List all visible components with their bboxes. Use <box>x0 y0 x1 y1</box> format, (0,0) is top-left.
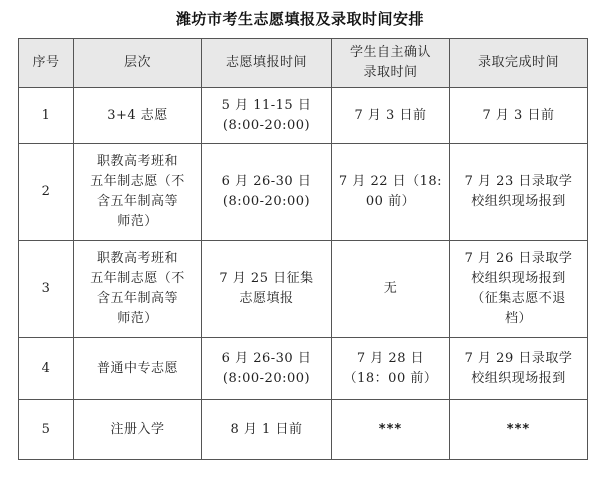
cell-complete-time <box>450 144 588 241</box>
cell-line: 7 月 22 日（18: <box>338 174 443 189</box>
cell-line: 师范） <box>117 214 158 229</box>
cell-level <box>74 338 202 400</box>
header-level: 层次 <box>74 39 202 88</box>
cell-line: 7 月 28 日 <box>356 350 425 366</box>
cell-line: 校组织现场报到 <box>471 370 566 386</box>
cell-fill-time <box>202 88 332 144</box>
cell-line: 7 月 3 日前 <box>354 107 427 123</box>
cell-complete-time <box>450 338 588 400</box>
cell-level <box>74 144 202 241</box>
cell-line: 6 月 26-30 日 <box>221 350 312 366</box>
cell-line: 校组织现场报到 <box>471 194 566 209</box>
cell-complete-time <box>450 400 588 460</box>
cell-line: 8 月 1 日前 <box>230 421 303 437</box>
cell-level <box>74 400 202 460</box>
cell-line: (8:00-20:00) <box>222 117 311 133</box>
cell-line: (8:00-20:00) <box>222 194 311 209</box>
table-row <box>19 241 588 338</box>
cell-seq: 4 <box>19 338 74 400</box>
cell-line: 7 月 25 日征集 <box>219 271 314 286</box>
cell-confirm-time <box>332 338 450 400</box>
cell-line: 5 月 11-15 日 <box>221 97 312 113</box>
document-title: 潍坊市考生志愿填报及录取时间安排 <box>175 10 424 28</box>
cell-line: 五年制志愿（不 <box>90 271 185 286</box>
cell-seq: 2 <box>19 144 74 241</box>
cell-line: 7 月 26 日录取学 <box>464 251 573 266</box>
cell-line: 无 <box>383 281 398 296</box>
cell-line: （征集志愿不退 <box>471 291 566 306</box>
table-row <box>19 338 588 400</box>
cell-level <box>74 88 202 144</box>
cell-line: 注册入学 <box>110 421 165 437</box>
cell-seq: 3 <box>19 241 74 338</box>
cell-line: 五年制志愿（不 <box>90 174 185 189</box>
cell-confirm-time <box>332 144 450 241</box>
header-fill-time: 志愿填报时间 <box>202 39 332 88</box>
header-confirm-line: 学生自主确认 <box>349 45 431 60</box>
cell-line: *** <box>506 421 531 437</box>
table-row <box>19 144 588 241</box>
header-row <box>19 39 588 88</box>
table-row <box>19 88 588 144</box>
cell-fill-time <box>202 241 332 338</box>
table-row <box>19 400 588 460</box>
cell-confirm-time <box>332 400 450 460</box>
cell-complete-time <box>450 88 588 144</box>
cell-line: 职教高考班和 <box>96 154 178 169</box>
cell-line: 校组织现场报到 <box>471 271 566 286</box>
cell-fill-time <box>202 338 332 400</box>
header-complete-time: 录取完成时间 <box>450 39 588 88</box>
cell-line: 含五年制高等 <box>96 291 178 306</box>
cell-line: 6 月 26-30 日 <box>221 174 312 189</box>
header-confirm-line: 录取时间 <box>363 65 418 80</box>
cell-line: 档） <box>504 311 532 326</box>
cell-line: 00 前） <box>365 194 416 209</box>
cell-line: *** <box>378 421 403 437</box>
header-seq: 序号 <box>19 39 74 88</box>
header-confirm-time <box>332 39 450 88</box>
schedule-table <box>18 38 588 460</box>
cell-line: 7 月 23 日录取学 <box>464 174 573 189</box>
cell-seq: 1 <box>19 88 74 144</box>
cell-line: 职教高考班和 <box>96 251 178 266</box>
cell-line: 7 月 3 日前 <box>482 107 555 123</box>
cell-confirm-time <box>332 88 450 144</box>
cell-line: 普通中专志愿 <box>96 360 178 376</box>
cell-complete-time <box>450 241 588 338</box>
cell-fill-time <box>202 400 332 460</box>
cell-line: （18：00 前） <box>343 370 438 386</box>
cell-fill-time <box>202 144 332 241</box>
cell-line: 含五年制高等 <box>96 194 178 209</box>
cell-line: (8:00-20:00) <box>222 370 311 386</box>
cell-line: 3+4 志愿 <box>107 107 168 123</box>
cell-line: 师范） <box>117 311 158 326</box>
cell-seq: 5 <box>19 400 74 460</box>
cell-line: 志愿填报 <box>239 291 294 306</box>
cell-line: 7 月 29 日录取学 <box>464 350 573 366</box>
cell-confirm-time <box>332 241 450 338</box>
cell-level <box>74 241 202 338</box>
